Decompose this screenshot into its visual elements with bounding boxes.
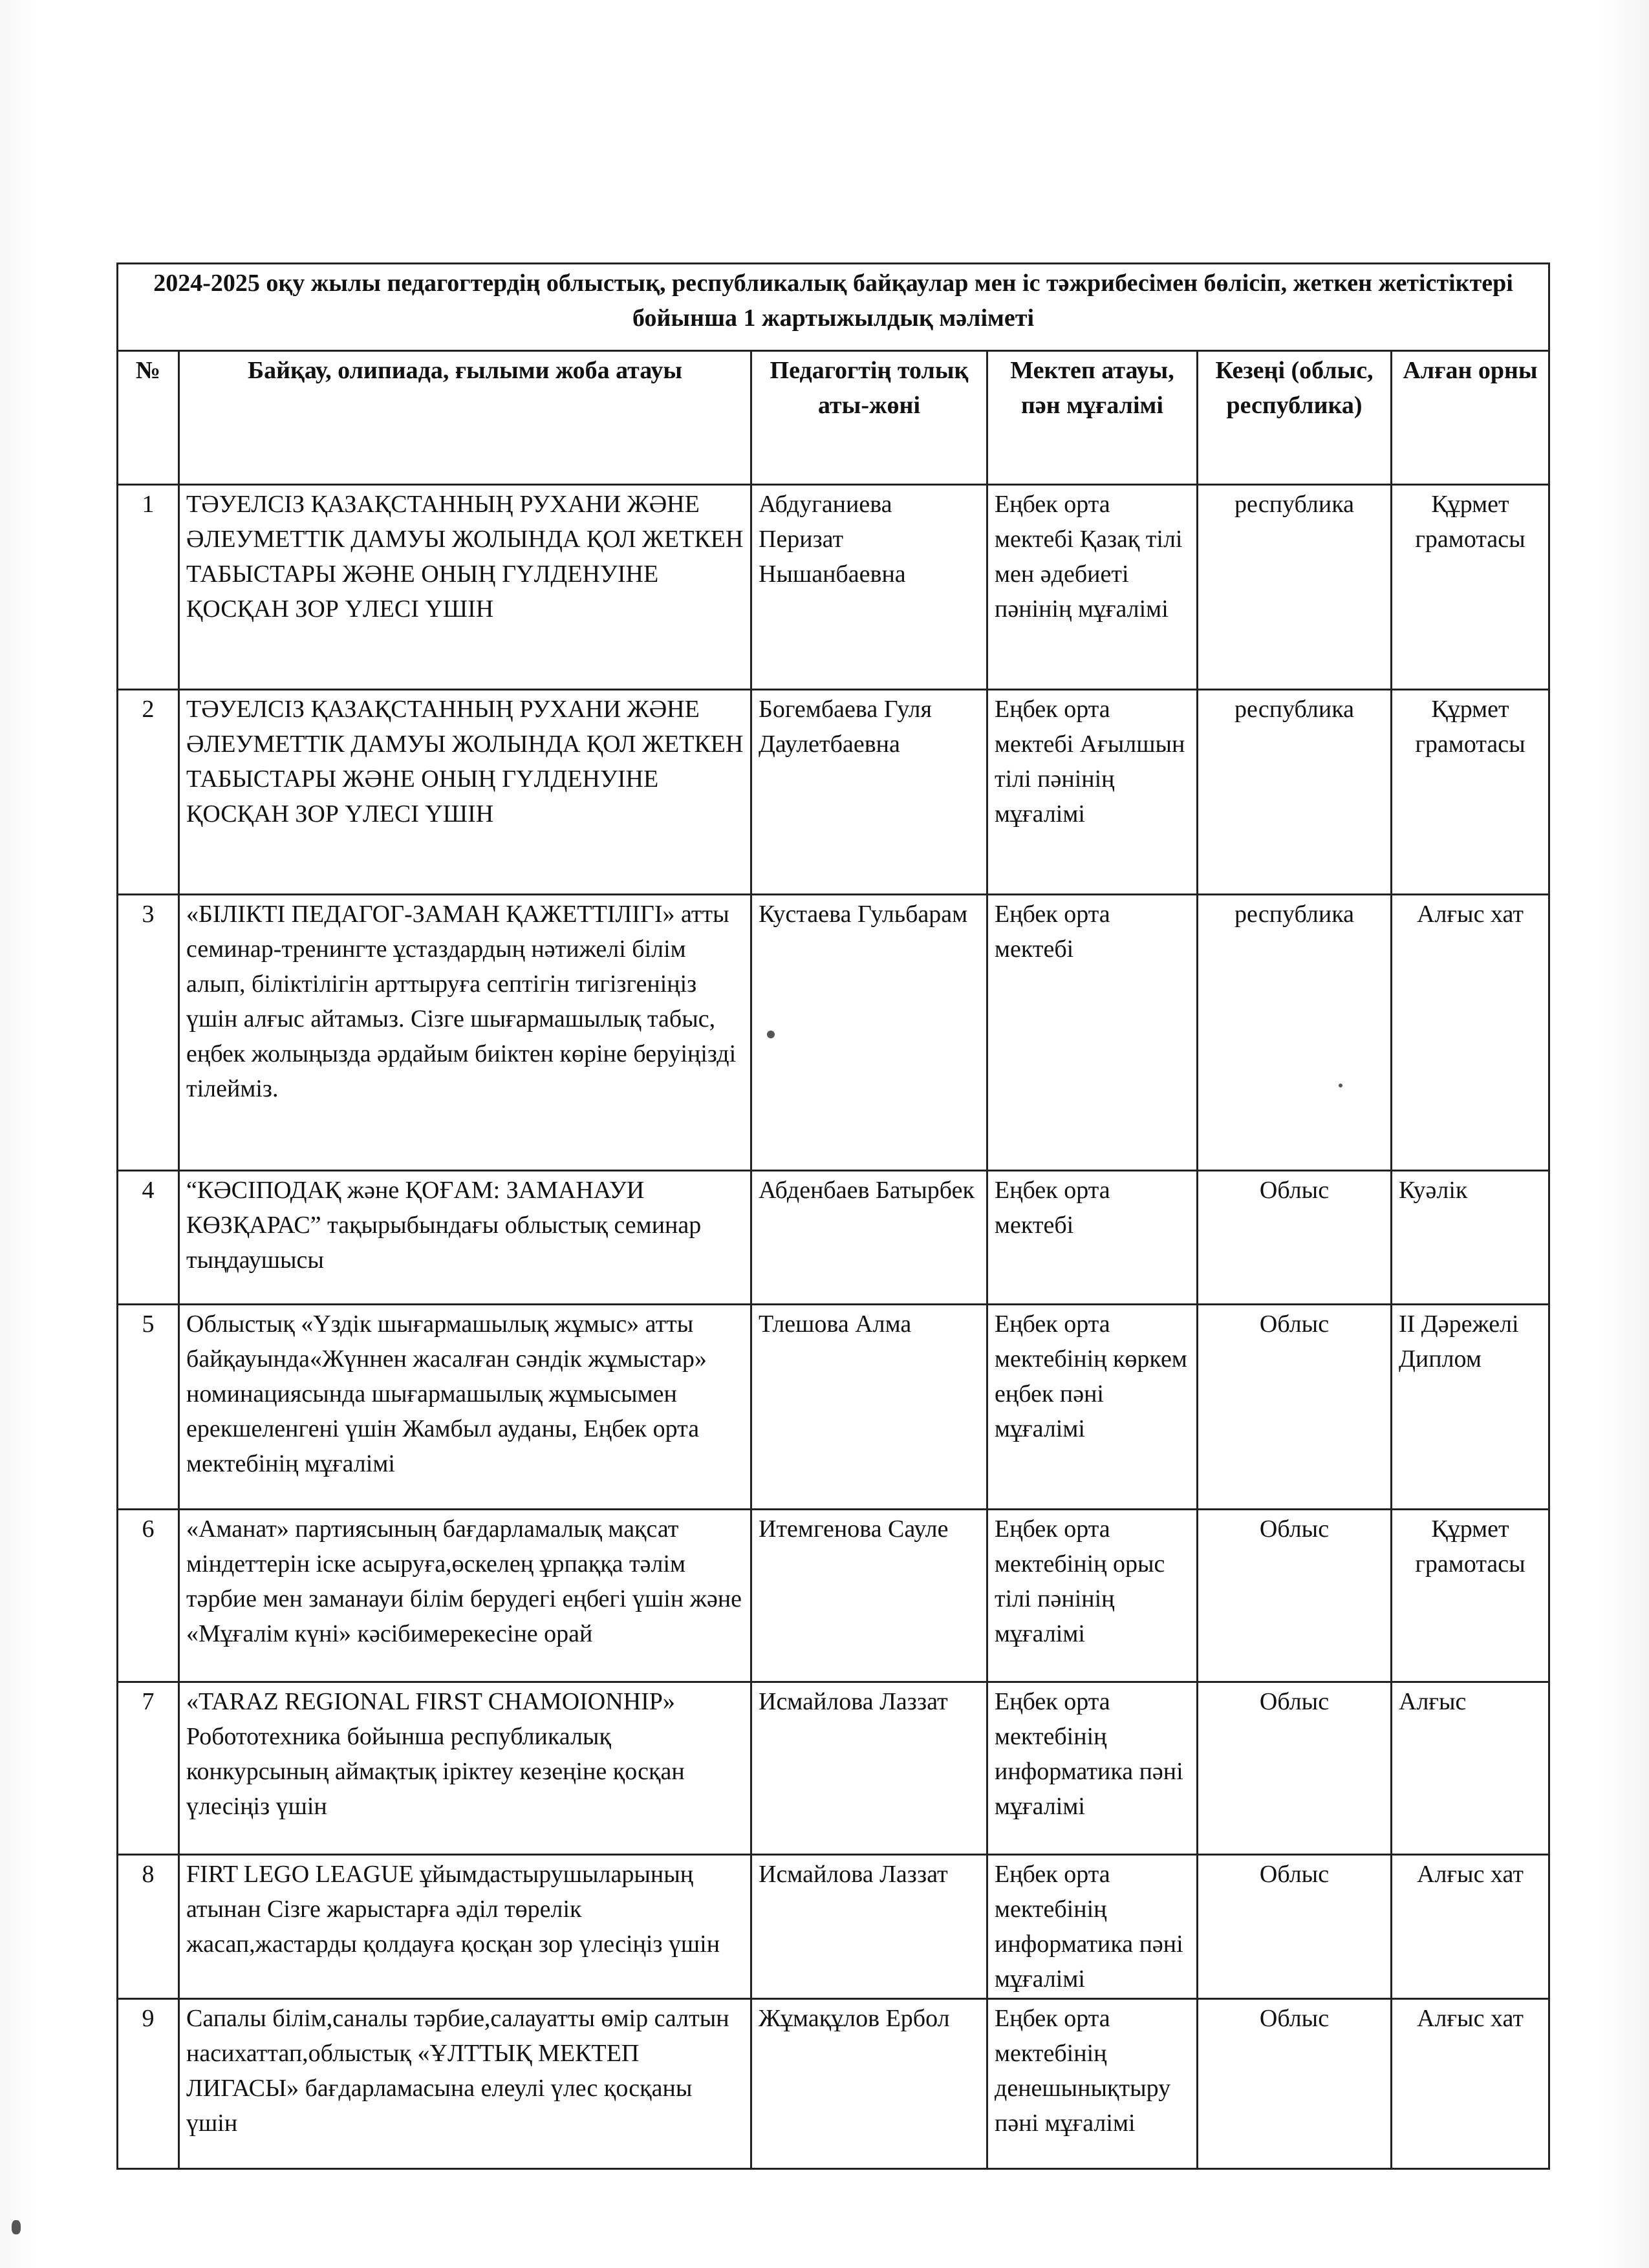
- row-school: Еңбек орта мектебінің денешынықтыру пәні мұғалімі: [987, 1999, 1198, 2169]
- row-contest: «TARAZ REGIONAL FIRST CHAMOIONHIP» Робототехника бойынша республикалық конкурсының аймақтық іріктеу кезеңіне қосқан үлесіңіз үшін: [179, 1682, 751, 1855]
- row-place: Алғыс хат: [1392, 1999, 1549, 2169]
- row-teacher: Тлешова Алма: [751, 1305, 987, 1510]
- row-place: Куәлік: [1392, 1171, 1549, 1305]
- table-row: [118, 895, 1549, 1171]
- row-school: Еңбек орта мектебі Ағылшын тілі пәнінің мұғалімі: [987, 690, 1198, 895]
- row-level: республика: [1198, 690, 1392, 895]
- row-level: Облыс: [1198, 1682, 1392, 1855]
- row-contest: «Аманат» партиясының бағдарламалық мақсат міндеттерін іске асыруға,өскелең ұрпаққа тәлім тәрбие мен заманауи білім берудегі еңбегі үшін және «Мұғалім күні» кәсібимерекесіне орай: [179, 1510, 751, 1682]
- row-place: II Дәрежелі Диплом: [1392, 1305, 1549, 1510]
- row-num: 1: [118, 485, 179, 690]
- row-teacher: Исмайлова Лаззат: [751, 1855, 987, 1999]
- row-num: 3: [118, 895, 179, 1171]
- row-num: 5: [118, 1305, 179, 1510]
- row-teacher: Абдуганиева Перизат Нышанбаевна: [751, 485, 987, 690]
- header-level: Кезеңі (облыс, республика): [1198, 351, 1392, 485]
- row-teacher: Богембаева Гуля Даулетбаевна: [751, 690, 987, 895]
- header-school: Мектеп атауы, пән мұғалімі: [987, 351, 1198, 485]
- row-contest: ТӘУЕЛСІЗ ҚАЗАҚСТАННЫҢ РУХАНИ ЖӘНЕ ӘЛЕУМЕТТІК ДАМУЫ ЖОЛЫНДА ҚОЛ ЖЕТКЕН ТАБЫСТАРЫ ЖӘНЕ ОНЫҢ ГҮЛДЕНУІНЕ ҚОСҚАН ЗОР ҮЛЕСІ ҮШІН: [179, 690, 751, 895]
- row-num: 9: [118, 1999, 179, 2169]
- row-teacher: Абденбаев Батырбек: [751, 1171, 987, 1305]
- row-place: Құрмет грамотасы: [1392, 690, 1549, 895]
- row-level: республика: [1198, 485, 1392, 690]
- table-row: [118, 1682, 1549, 1855]
- table-header-row: [118, 351, 1549, 485]
- row-contest: Сапалы білім,саналы тәрбие,салауатты өмір салтын насихаттап,облыстық «ҰЛТТЫҚ МЕКТЕП ЛИГАСЫ» бағдарламасына елеулі үлес қосқаны үшін: [179, 1999, 751, 2169]
- header-num: №: [118, 351, 179, 485]
- row-level: республика: [1198, 895, 1392, 1171]
- row-place: Құрмет грамотасы: [1392, 1510, 1549, 1682]
- row-place: Алғыс хат: [1392, 895, 1549, 1171]
- table-row: [118, 1855, 1549, 1999]
- row-contest: FIRT LEGO LEAGUE ұйымдастырушыларының атынан Сізге жарыстарға әділ төрелік жасап,жастарды қолдауға қосқан зор үлесіңіз үшін: [179, 1855, 751, 1999]
- scan-speck: [1339, 1084, 1342, 1087]
- table-row: [118, 485, 1549, 690]
- row-school: Еңбек орта мектебінің информатика пәні мұғалімі: [987, 1855, 1198, 1999]
- row-school: Еңбек орта мектебінің көркем еңбек пәні мұғалімі: [987, 1305, 1198, 1510]
- row-teacher: Жұмақұлов Ербол: [751, 1999, 987, 2169]
- row-place: Алғыс хат: [1392, 1855, 1549, 1999]
- row-teacher: Кустаева Гульбарам: [751, 895, 987, 1171]
- row-num: 8: [118, 1855, 179, 1999]
- row-school: Еңбек орта мектебі: [987, 1171, 1198, 1305]
- row-school: Еңбек орта мектебі Қазақ тілі мен әдебиеті пәнінің мұғалімі: [987, 485, 1198, 690]
- table-row: [118, 690, 1549, 895]
- row-level: Облыс: [1198, 1999, 1392, 2169]
- achievements-table: [116, 262, 1550, 2170]
- header-place: Алған орны: [1392, 351, 1549, 485]
- document-title: 2024-2025 оқу жылы педагогтердің облыстық, республикалық байқаулар мен іс тәжрибесімен бөлісіп, жеткен жетістіктері бойынша 1 жартыжылдық мәліметі: [118, 264, 1549, 351]
- row-contest: Облыстық «Үздік шығармашылық жұмыс» атты байқауында«Жүннен жасалған сәндік жұмыстар» номинациясында шығармашылық жұмысымен ерекшеленгені үшін Жамбыл ауданы, Еңбек орта мектебінің мұғалімі: [179, 1305, 751, 1510]
- row-place: Алғыс: [1392, 1682, 1549, 1855]
- row-contest: «БІЛІКТІ ПЕДАГОГ-ЗАМАН ҚАЖЕТТІЛІГІ» атты семинар-тренингте ұстаздардың нәтижелі білім алып, біліктілігін арттыруға септігін тигізгеніңіз үшін алғыс айтамыз. Сізге шығармашылық табыс, еңбек жолыңызда әрдайым биіктен көріне беруіңізді тілейміз.: [179, 895, 751, 1171]
- scan-speck: [767, 1031, 775, 1038]
- row-school: Еңбек орта мектебі: [987, 895, 1198, 1171]
- table-row: [118, 1999, 1549, 2169]
- row-contest: ТӘУЕЛСІЗ ҚАЗАҚСТАННЫҢ РУХАНИ ЖӘНЕ ӘЛЕУМЕТТІК ДАМУЫ ЖОЛЫНДА ҚОЛ ЖЕТКЕН ТАБЫСТАРЫ ЖӘНЕ ОНЫҢ ГҮЛДЕНУІНЕ ҚОСҚАН ЗОР ҮЛЕСІ ҮШІН: [179, 485, 751, 690]
- row-num: 4: [118, 1171, 179, 1305]
- table-row: [118, 1305, 1549, 1510]
- row-level: Облыс: [1198, 1510, 1392, 1682]
- row-school: Еңбек орта мектебінің информатика пәні мұғалімі: [987, 1682, 1198, 1855]
- row-num: 7: [118, 1682, 179, 1855]
- row-school: Еңбек орта мектебінің орыс тілі пәнінің мұғалімі: [987, 1510, 1198, 1682]
- scan-speck: [12, 2220, 21, 2234]
- header-teacher: Педагогтің толық аты-жөні: [751, 351, 987, 485]
- row-num: 2: [118, 690, 179, 895]
- row-teacher: Исмайлова Лаззат: [751, 1682, 987, 1855]
- row-teacher: Итемгенова Сауле: [751, 1510, 987, 1682]
- row-place: Құрмет грамотасы: [1392, 485, 1549, 690]
- table-row: [118, 1171, 1549, 1305]
- row-num: 6: [118, 1510, 179, 1682]
- row-contest: “КӘСІПОДАҚ және ҚОҒАМ: ЗАМАНАУИ КӨЗҚАРАС” тақырыбындағы облыстық семинар тыңдаушысы: [179, 1171, 751, 1305]
- header-contest: Байқау, олипиада, ғылыми жоба атауы: [179, 351, 751, 485]
- table-row: [118, 1510, 1549, 1682]
- row-level: Облыс: [1198, 1855, 1392, 1999]
- row-level: Облыс: [1198, 1305, 1392, 1510]
- row-level: Облыс: [1198, 1171, 1392, 1305]
